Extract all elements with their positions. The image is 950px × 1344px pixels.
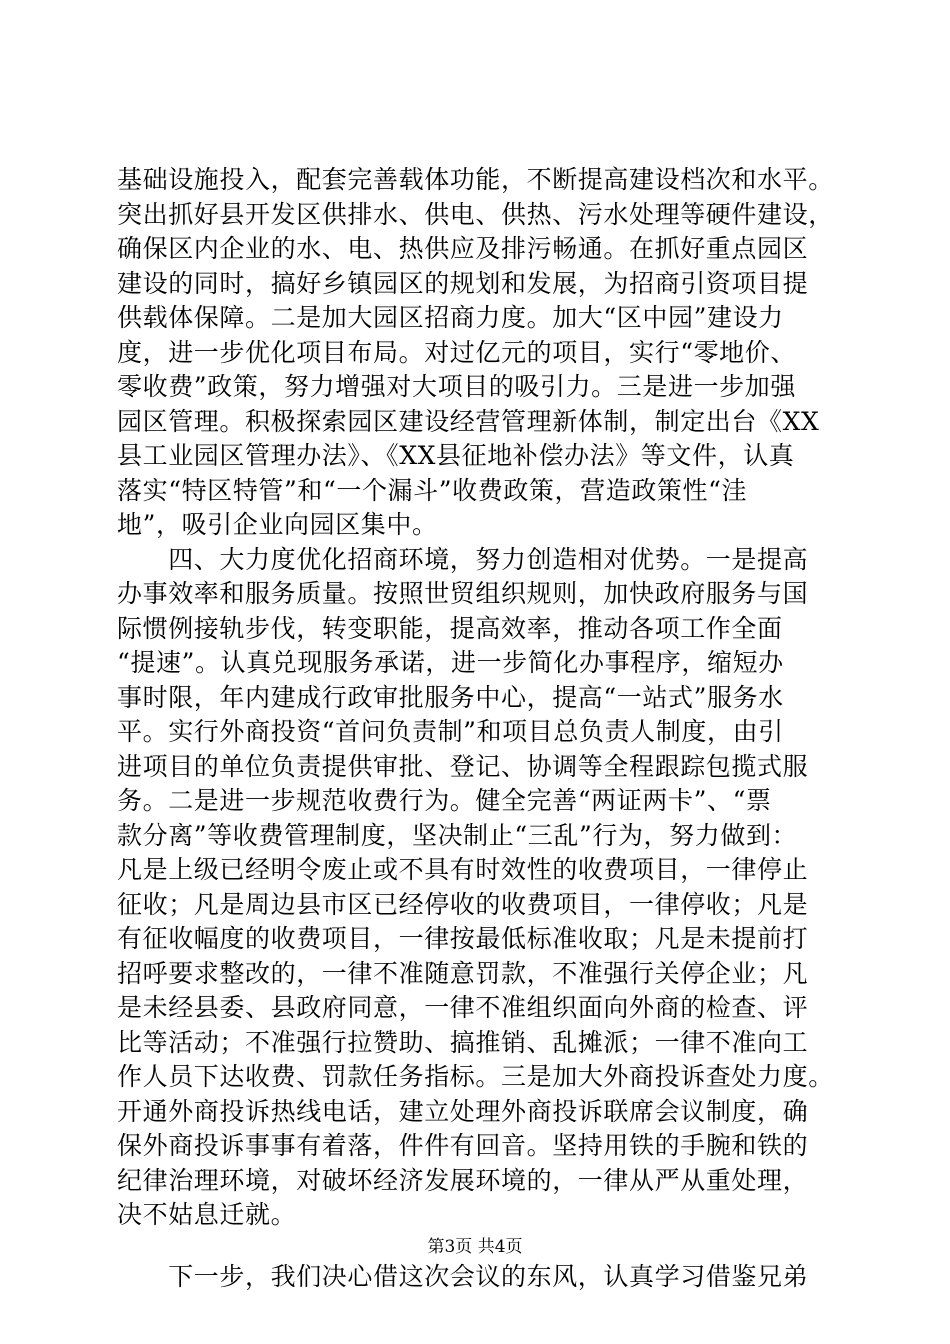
text-line: 纪律治理环境，对破坏经济发展环境的，一律从严从重处理，	[117, 1165, 809, 1195]
text-line: 招呼要求整改的，一律不准随意罚款，不准强行关停企业；凡	[117, 958, 809, 988]
text-line: 作人员下达收费、罚款任务指标。三是加大外商投诉查处力度。	[117, 1062, 834, 1091]
text-line: 建设的同时，搞好乡镇园区的规划和发展，为招商引资项目提	[117, 268, 809, 298]
text-line: 开通外商投诉热线电话，建立处理外商投诉联席会议制度，确	[117, 1096, 809, 1126]
text-line: 下一步，我们决心借这次会议的东风，认真学习借鉴兄弟	[117, 1261, 809, 1291]
text-line: 款分离”等收费管理制度，坚决制止“三乱”行为，努力做到：	[117, 820, 798, 850]
page-footer	[0, 1236, 950, 1258]
text-line: 园区管理。积极探索园区建设经营管理新体制，制定出台《XX	[117, 406, 820, 436]
text-line: “提速”。认真兑现服务承诺，进一步简化办事程序，缩短办	[117, 648, 784, 677]
text-line: 进项目的单位负责提供审批、登记、协调等全程跟踪包揽式服	[117, 751, 809, 781]
page-indicator: 第3页 共4页	[427, 1237, 523, 1257]
text-line: 县工业园区管理办法》、《XX县征地补偿办法》等文件，认真	[117, 441, 795, 470]
text-line: 凡是上级已经明令废止或不具有时效性的收费项目，一律停止	[117, 855, 809, 884]
text-line: 供载体保障。二是加大园区招商力度。加大“区中园”建设力	[117, 303, 784, 332]
text-line: 决不姑息迁就。	[117, 1200, 297, 1229]
text-line: 事时限，年内建成行政审批服务中心，提高“一站式”服务水	[117, 682, 784, 712]
paragraph-environment	[117, 543, 837, 1233]
text-line: 务。二是进一步规范收费行为。健全完善“两证两卡”、“票	[117, 786, 772, 815]
text-line: 比等活动；不准强行拉赞助、搞推销、乱摊派；一律不准向工	[117, 1027, 809, 1057]
text-line: 地”，吸引企业向园区集中。	[117, 510, 438, 539]
text-line: 度，进一步优化项目布局。对过亿元的项目，实行“零地价、	[117, 337, 796, 367]
document-body	[117, 163, 837, 1294]
text-line: 保外商投诉事事有着落，件件有回音。坚持用铁的手腕和铁的	[117, 1131, 809, 1160]
text-line: 确保区内企业的水、电、热供应及排污畅通。在抓好重点园区	[117, 234, 809, 263]
text-line: 际惯例接轨步伐，转变职能，提高效率，推动各项工作全面	[117, 613, 783, 643]
text-line: 平。实行外商投资“首问负责制”和项目总负责人制度，由引	[117, 717, 784, 746]
text-line: 突出抓好县开发区供排水、供电、供热、污水处理等硬件建设，	[117, 199, 834, 229]
text-line: 征收；凡是周边县市区已经停收的收费项目，一律停收；凡是	[117, 889, 809, 919]
text-line: 基础设施投入，配套完善载体功能，不断提高建设档次和水平。	[117, 165, 834, 194]
paragraph-infrastructure	[117, 163, 837, 543]
text-line: 零收费”政策，努力增强对大项目的吸引力。三是进一步加强	[117, 372, 796, 401]
text-line: 有征收幅度的收费项目，一律按最低标准收取；凡是未提前打	[117, 924, 809, 953]
text-line: 办事效率和服务质量。按照世贸组织规则，加快政府服务与国	[117, 579, 809, 608]
text-line: 四、大力度优化招商环境，努力创造相对优势。一是提高	[117, 544, 809, 574]
text-line: 落实“特区特管”和“一个漏斗”收费政策，营造政策性“洼	[117, 475, 748, 505]
paragraph-next-step	[117, 1260, 837, 1295]
text-line: 是未经县委、县政府同意，一律不准组织面向外商的检查、评	[117, 993, 809, 1022]
